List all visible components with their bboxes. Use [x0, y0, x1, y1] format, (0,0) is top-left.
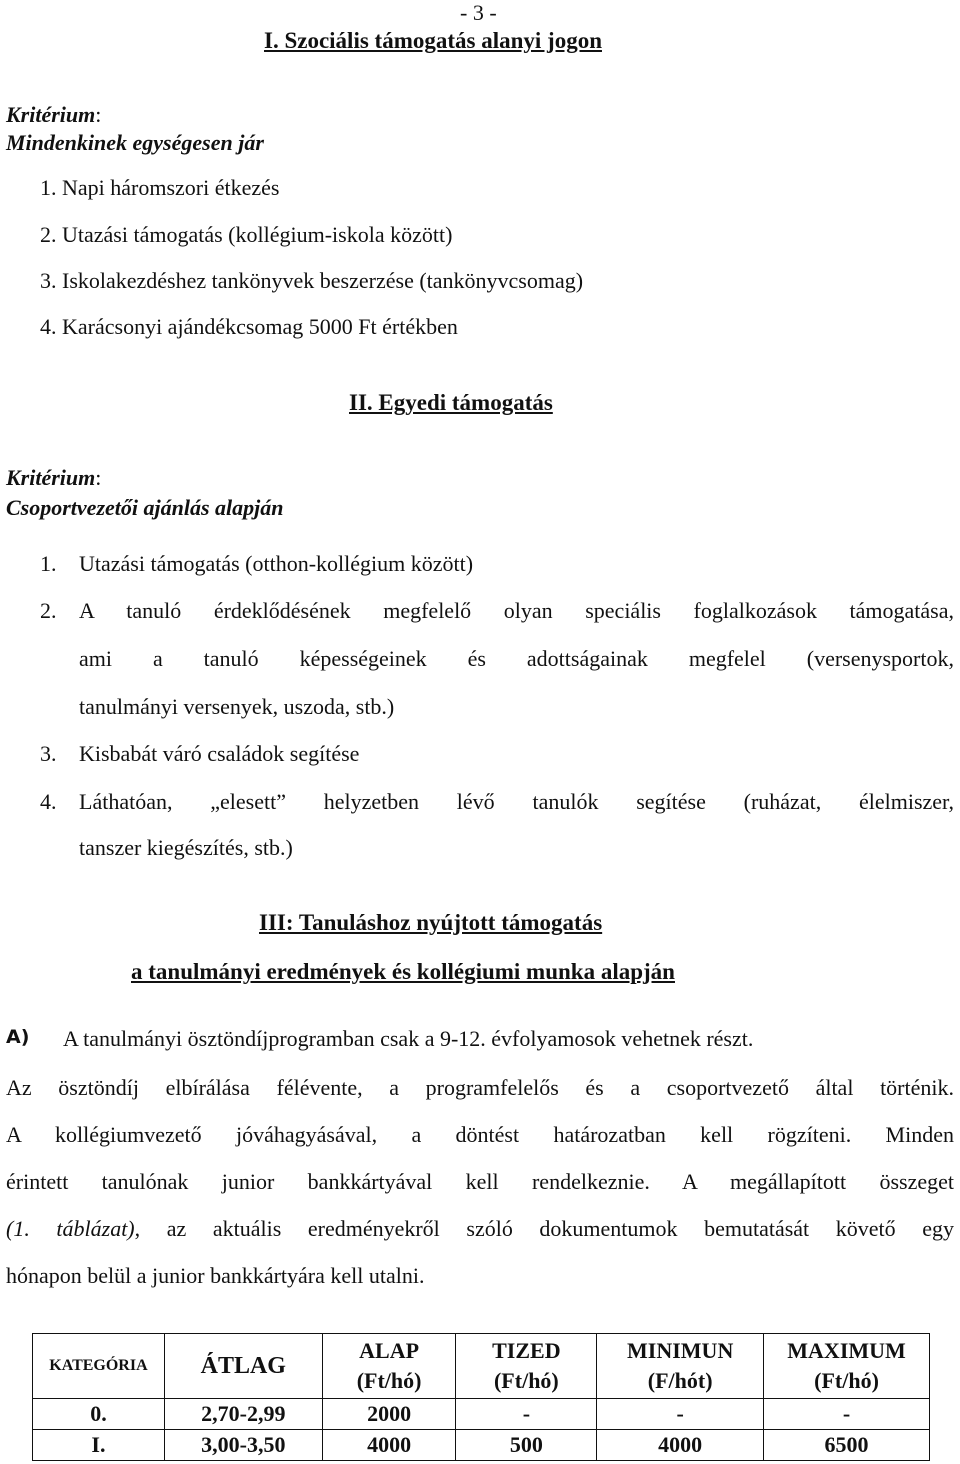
item-marker: A) — [6, 1026, 30, 1048]
table-reference: (1. táblázat) — [6, 1216, 135, 1241]
list-item-number: 3. — [40, 741, 57, 766]
section3-item-text: A tanulmányi ösztöndíjprogramban csak a 9-12. évfolyamosok vehetnek részt. — [63, 1026, 754, 1051]
column-header: ALAP (Ft/hó) — [322, 1334, 456, 1399]
list-item-text: Láthatóan, „elesett” helyzetben lévő tanulók segítése (ruházat, élelmiszer, — [79, 789, 954, 814]
scholarship-table — [32, 1333, 930, 1461]
list-item-text: tanszer kiegészítés, stb.) — [79, 835, 293, 860]
section2-criterion — [6, 465, 101, 491]
paragraph-line: Az ösztöndíj elbírálása félévente, a programfelelős és a csoportvezető által történik. — [6, 1075, 954, 1100]
table-cell: 0. — [33, 1399, 165, 1430]
paragraph-line — [6, 1216, 954, 1242]
table-cell: 4000 — [597, 1430, 764, 1461]
list-item-text: Utazási támogatás (otthon-kollégium között) — [79, 551, 474, 576]
criterion-label: Kritérium — [6, 102, 96, 127]
section1-criterion-value: Mindenkinek egységesen jár — [6, 130, 264, 155]
section3-title-line1: III: Tanuláshoz nyújtott támogatás — [259, 910, 603, 935]
table-cell: 6500 — [764, 1430, 930, 1461]
paragraph-text: , az aktuális eredményekről szóló dokumentumok bemutatását követő egy — [134, 1216, 954, 1241]
list-item: 4. Karácsonyi ajándékcsomag 5000 Ft értékben — [40, 314, 458, 339]
table-cell: 3,00-3,50 — [164, 1430, 322, 1461]
table-row — [33, 1430, 930, 1461]
paragraph-line: hónapon belül a junior bankkártyára kell utalni. — [6, 1263, 425, 1288]
column-header: MAXIMUM (Ft/hó) — [764, 1334, 930, 1399]
list-item-text: tanulmányi versenyek, uszoda, stb.) — [79, 694, 395, 719]
column-header: ÁTLAG — [164, 1334, 322, 1399]
column-header: TIZED (Ft/hó) — [456, 1334, 597, 1399]
list-item: 1. Napi háromszori étkezés — [40, 175, 280, 200]
table-cell: 4000 — [322, 1430, 456, 1461]
section3-title-line2: a tanulmányi eredmények és kollégiumi munka alapján — [131, 959, 675, 984]
list-item-text: ami a tanuló képességeinek és adottságainak megfelel (versenysportok, — [79, 646, 954, 671]
section1-title: I. Szociális támogatás alanyi jogon — [264, 28, 602, 53]
criterion-colon: : — [95, 102, 102, 127]
page-number: - 3 - — [460, 0, 497, 25]
table-cell: 2,70-2,99 — [164, 1399, 322, 1430]
table-cell: I. — [33, 1430, 165, 1461]
column-header: KATEGÓRIA — [33, 1334, 165, 1399]
table-cell: 500 — [456, 1430, 597, 1461]
section1-criterion — [6, 102, 101, 128]
table-header-row — [33, 1334, 930, 1399]
criterion-label: Kritérium — [6, 465, 96, 490]
table-cell: - — [597, 1399, 764, 1430]
criterion-colon: : — [95, 465, 102, 490]
table-cell: - — [456, 1399, 597, 1430]
list-item-number: 4. — [40, 789, 57, 814]
list-item-text: Kisbabát váró családok segítése — [79, 741, 360, 766]
paragraph-line: A kollégiumvezető jóváhagyásával, a döntést határozatban kell rögzíteni. Minden — [6, 1122, 954, 1147]
list-item: 3. Iskolakezdéshez tankönyvek beszerzése (tankönyvcsomag) — [40, 268, 584, 293]
column-header: MINIMUN (F/hót) — [597, 1334, 764, 1399]
table-row — [33, 1399, 930, 1430]
table-cell: 2000 — [322, 1399, 456, 1430]
list-item-text: A tanuló érdeklődésének megfelelő olyan speciális foglalkozások támogatása, — [79, 598, 954, 623]
section2-criterion-value: Csoportvezetői ajánlás alapján — [6, 495, 284, 520]
paragraph-line: érintett tanulónak junior bankkártyával kell rendelkeznie. A megállapított összeget — [6, 1169, 954, 1194]
section2-title: II. Egyedi támogatás — [349, 390, 553, 415]
table-cell: - — [764, 1399, 930, 1430]
list-item-number: 1. — [40, 551, 57, 576]
list-item-number: 2. — [40, 598, 57, 623]
list-item: 2. Utazási támogatás (kollégium-iskola között) — [40, 222, 453, 247]
